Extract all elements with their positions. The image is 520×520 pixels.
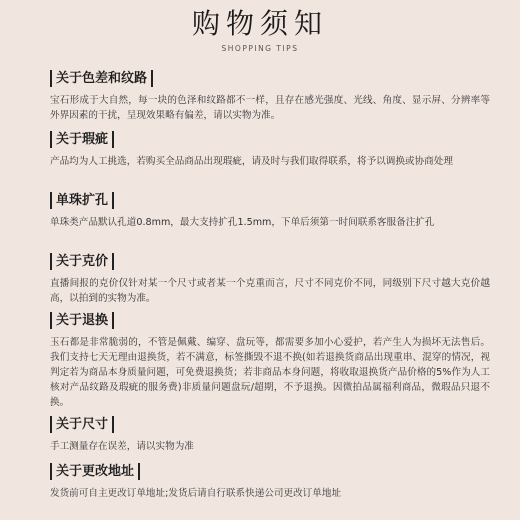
page-header: [0, 8, 520, 53]
section-gram-price: [50, 250, 490, 306]
section-body: 宝石形成于大自然，每一块的色泽和纹路都不一样，且存在感光强度、光线、角度、显示屏、分辨率等外界因素的干扰，呈现效果略有偏差，请以实物为准。: [50, 95, 490, 121]
section-title: 关于退换: [50, 312, 114, 329]
section-title: 单珠扩孔: [50, 192, 114, 209]
section-body: 玉石都是非常脆弱的，不管是佩戴、编穿、盘玩等，都需要多加小心爱护，若产生人为损坏无法售后。我们支持七天无理由退换货，若不满意，标签撕毁不退不换(如若退换货商品出现重串、混穿的情况，视判定若为商品本身质量问题，可免费退换货；若非商品本身问题，将收取退换货产品价格的5%作为人工核对产品纹路及瑕疵的服务费)非质量问题盘玩/超期，不予退换。因微拍品属福利商品，微瑕品只退不换。: [50, 337, 490, 408]
section-size: [50, 413, 490, 454]
section-returns: [50, 309, 490, 410]
section-title: 关于更改地址: [50, 463, 140, 480]
section-body: 手工测量存在误差，请以实物为准: [50, 441, 194, 452]
section-body: 发货前可自主更改订单地址;发货后请自行联系快递公司更改订单地址: [50, 488, 342, 499]
section-flaws: [50, 128, 490, 169]
section-bead-hole: [50, 189, 490, 230]
page-subtitle: SHOPPING TIPS: [221, 44, 299, 53]
section-body: 单珠类产品默认孔道0.8mm，最大支持扩孔1.5mm，下单后须第一时间联系客服备注扩孔: [50, 217, 435, 228]
page-title: 购物须知: [191, 7, 328, 40]
section-title: 关于色差和纹路: [50, 70, 153, 87]
section-body: 直播间报的克价仅针对某一个尺寸或者某一个克重而言，尺寸不同克价不同，同级别下尺寸越大克价越高，以拍到的实物为准。: [50, 278, 490, 304]
section-color-texture: [50, 67, 490, 123]
section-title: 关于克价: [50, 253, 114, 270]
section-body: 产品均为人工挑选，若购买全品商品出现瑕疵，请及时与我们取得联系，将予以调换或协商处理: [50, 156, 453, 167]
section-address-change: [50, 460, 490, 501]
section-title: 关于尺寸: [50, 416, 114, 433]
section-title: 关于瑕疵: [50, 131, 114, 148]
